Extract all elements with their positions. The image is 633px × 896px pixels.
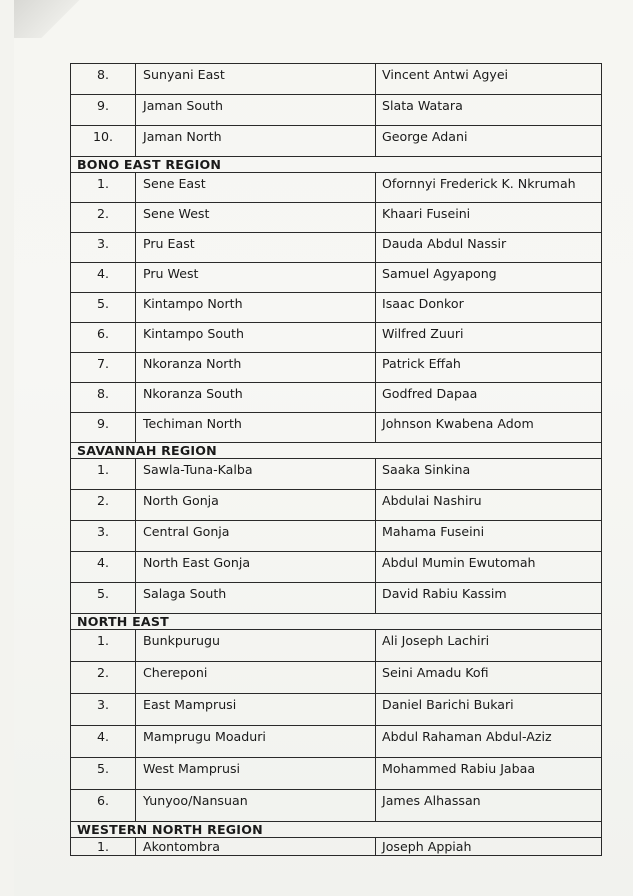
table-row bbox=[71, 64, 601, 95]
row-number: 1. bbox=[71, 459, 136, 489]
constituency-cell: Central Gonja bbox=[136, 521, 376, 551]
candidate-cell: Ali Joseph Lachiri bbox=[382, 633, 490, 648]
table-row bbox=[71, 413, 601, 443]
table-row bbox=[71, 353, 601, 383]
candidate-cell: Ofornnyi Frederick K. Nkrumah bbox=[382, 176, 576, 191]
row-number: 2. bbox=[71, 203, 136, 232]
row-number: 4. bbox=[71, 263, 136, 292]
constituency-cell: Jaman North bbox=[136, 126, 376, 156]
constituency-cell: West Mamprusi bbox=[136, 758, 376, 789]
constituency-cell: Sene East bbox=[136, 173, 376, 202]
candidates-table bbox=[70, 63, 602, 856]
row-number: 4. bbox=[71, 552, 136, 582]
row-number: 3. bbox=[71, 233, 136, 262]
constituency-cell: Kintampo South bbox=[136, 323, 376, 352]
candidate-cell: Abdul Rahaman Abdul-Aziz bbox=[382, 729, 552, 744]
constituency-cell: Techiman North bbox=[136, 413, 376, 442]
candidate-cell: Dauda Abdul Nassir bbox=[382, 236, 507, 251]
section-heading: BONO EAST REGION bbox=[71, 157, 601, 173]
row-number: 9. bbox=[71, 95, 136, 125]
candidate-cell: Mahama Fuseini bbox=[382, 524, 485, 539]
table-row bbox=[71, 233, 601, 263]
section-heading: WESTERN NORTH REGION bbox=[71, 822, 601, 838]
row-number: 3. bbox=[71, 521, 136, 551]
table-row bbox=[71, 95, 601, 126]
constituency-cell: Jaman South bbox=[136, 95, 376, 125]
document-page bbox=[14, 0, 633, 896]
table-row bbox=[71, 630, 601, 662]
constituency-cell: Chereponi bbox=[136, 662, 376, 693]
table-row bbox=[71, 838, 601, 856]
table-row bbox=[71, 490, 601, 521]
table-row bbox=[71, 126, 601, 157]
constituency-cell: Sawla-Tuna-Kalba bbox=[136, 459, 376, 489]
table-row bbox=[71, 790, 601, 822]
row-number: 2. bbox=[71, 662, 136, 693]
row-number: 3. bbox=[71, 694, 136, 725]
row-number: 5. bbox=[71, 758, 136, 789]
candidate-cell: Joseph Appiah bbox=[382, 839, 472, 854]
table-row bbox=[71, 726, 601, 758]
candidate-cell: Patrick Effah bbox=[382, 356, 461, 371]
row-number: 7. bbox=[71, 353, 136, 382]
candidate-cell: Slata Watara bbox=[382, 98, 463, 113]
candidate-cell: Daniel Barichi Bukari bbox=[382, 697, 514, 712]
constituency-cell: Mamprugu Moaduri bbox=[136, 726, 376, 757]
row-number: 5. bbox=[71, 293, 136, 322]
candidate-cell: Godfred Dapaa bbox=[382, 386, 478, 401]
constituency-cell: Bunkpurugu bbox=[136, 630, 376, 661]
table-row bbox=[71, 694, 601, 726]
row-number: 6. bbox=[71, 323, 136, 352]
table-row bbox=[71, 383, 601, 413]
constituency-cell: Pru West bbox=[136, 263, 376, 292]
constituency-cell: Yunyoo/Nansuan bbox=[136, 790, 376, 821]
candidate-cell: James Alhassan bbox=[382, 793, 481, 808]
row-number: 1. bbox=[71, 173, 136, 202]
candidate-cell: Saaka Sinkina bbox=[382, 462, 471, 477]
row-number: 10. bbox=[71, 126, 136, 156]
candidate-cell: Vincent Antwi Agyei bbox=[382, 67, 509, 82]
table-row bbox=[71, 203, 601, 233]
candidate-cell: Abdul Mumin Ewutomah bbox=[382, 555, 536, 570]
table-row bbox=[71, 263, 601, 293]
candidate-cell: George Adani bbox=[382, 129, 468, 144]
candidate-cell: David Rabiu Kassim bbox=[382, 586, 507, 601]
candidate-cell: Isaac Donkor bbox=[382, 296, 464, 311]
table-row bbox=[71, 173, 601, 203]
row-number: 6. bbox=[71, 790, 136, 821]
constituency-cell: Kintampo North bbox=[136, 293, 376, 322]
table-row bbox=[71, 583, 601, 614]
row-number: 1. bbox=[71, 630, 136, 661]
constituency-cell: North Gonja bbox=[136, 490, 376, 520]
table-row bbox=[71, 521, 601, 552]
constituency-cell: Nkoranza South bbox=[136, 383, 376, 412]
section-heading: SAVANNAH REGION bbox=[71, 443, 601, 459]
candidate-cell: Samuel Agyapong bbox=[382, 266, 497, 281]
candidate-cell: Wilfred Zuuri bbox=[382, 326, 464, 341]
constituency-cell: Sene West bbox=[136, 203, 376, 232]
row-number: 9. bbox=[71, 413, 136, 442]
table-row bbox=[71, 552, 601, 583]
constituency-cell: Pru East bbox=[136, 233, 376, 262]
table-row bbox=[71, 662, 601, 694]
candidate-cell: Johnson Kwabena Adom bbox=[382, 416, 534, 431]
row-number: 8. bbox=[71, 64, 136, 94]
candidate-cell: Khaari Fuseini bbox=[382, 206, 471, 221]
row-number: 8. bbox=[71, 383, 136, 412]
candidate-cell: Abdulai Nashiru bbox=[382, 493, 482, 508]
candidate-cell: Mohammed Rabiu Jabaa bbox=[382, 761, 536, 776]
row-number: 5. bbox=[71, 583, 136, 613]
constituency-cell: Sunyani East bbox=[136, 64, 376, 94]
constituency-cell: North East Gonja bbox=[136, 552, 376, 582]
row-number: 4. bbox=[71, 726, 136, 757]
constituency-cell: Nkoranza North bbox=[136, 353, 376, 382]
candidate-cell: Seini Amadu Kofi bbox=[382, 665, 489, 680]
table-row bbox=[71, 323, 601, 353]
constituency-cell: Salaga South bbox=[136, 583, 376, 613]
row-number: 2. bbox=[71, 490, 136, 520]
table-row bbox=[71, 293, 601, 323]
table-row bbox=[71, 758, 601, 790]
section-heading: NORTH EAST bbox=[71, 614, 601, 630]
row-number: 1. bbox=[71, 838, 136, 855]
constituency-cell: East Mamprusi bbox=[136, 694, 376, 725]
constituency-cell: Akontombra bbox=[136, 838, 376, 855]
table-row bbox=[71, 459, 601, 490]
